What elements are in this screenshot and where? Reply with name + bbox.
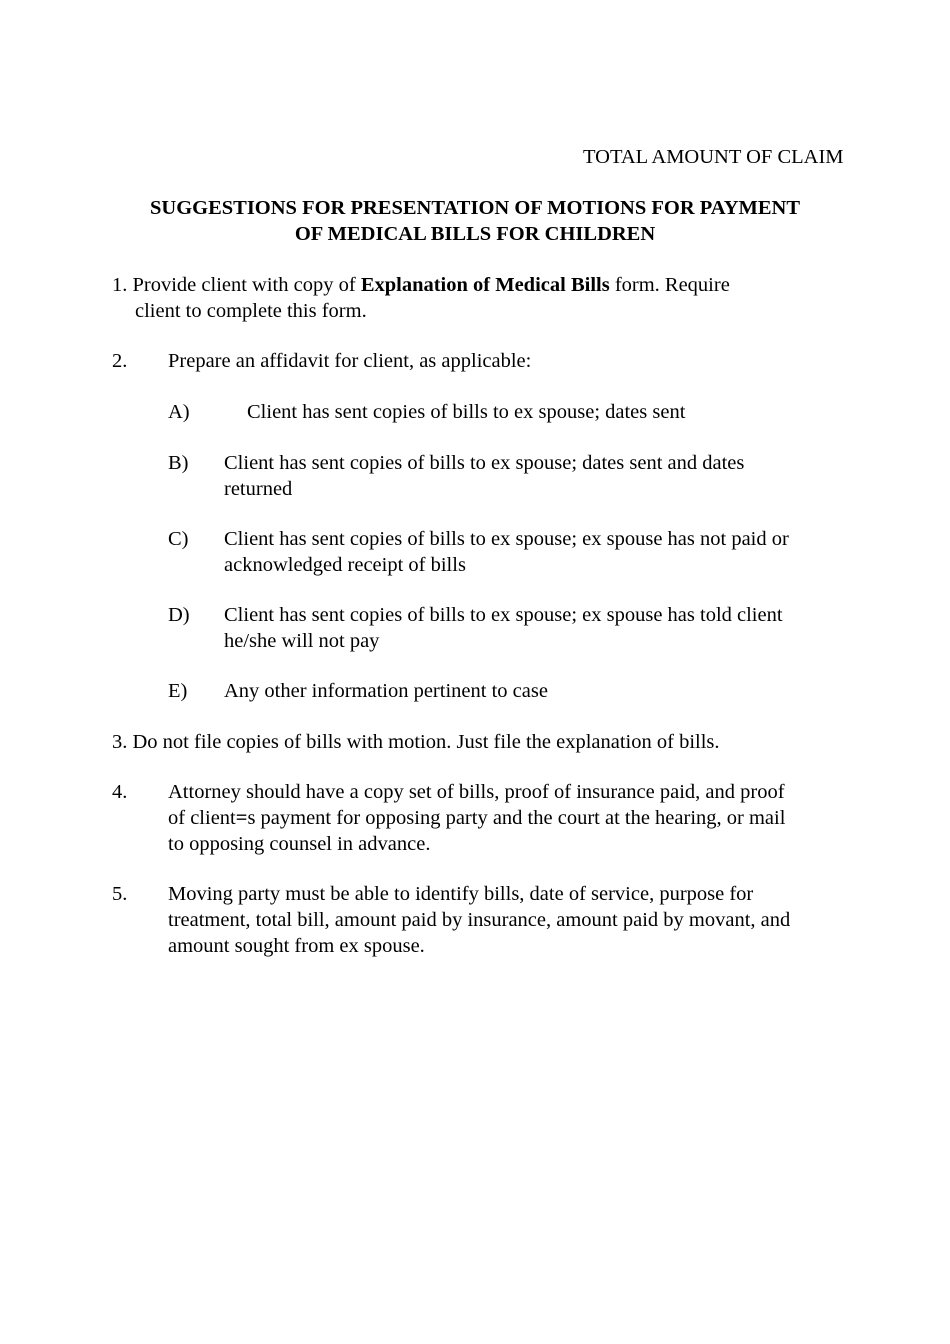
item-5-line-2: treatment, total bill, amount paid by insurance, amount paid by movant, and [168, 909, 791, 931]
item-4-line-2-end: s payment for opposing party and the court at the hearing, or mail [247, 807, 786, 829]
item-4-number: 4. [112, 781, 128, 803]
total-amount-of-claim-label: TOTAL AMOUNT OF CLAIM [583, 146, 844, 168]
subitem-d-line-1: Client has sent copies of bills to ex spouse; ex spouse has told client [224, 604, 783, 626]
subitem-e-label: E) [168, 680, 188, 702]
item-4-line-2-start: of client [168, 807, 236, 829]
document-title [0, 195, 950, 247]
subitem-d-line-2: he/she will not pay [224, 630, 380, 652]
subitem-c-line-2: acknowledged receipt of bills [224, 554, 466, 576]
subitem-b-line-1: Client has sent copies of bills to ex spouse; dates sent and dates [224, 452, 745, 474]
subitem-e-text: Any other information pertinent to case [224, 680, 548, 702]
item-3-text: 3. Do not file copies of bills with motion. Just file the explanation of bills. [112, 731, 720, 753]
item-1-suffix: form. Require [609, 274, 730, 296]
subitem-c-line-1: Client has sent copies of bills to ex spouse; ex spouse has not paid or [224, 528, 789, 550]
item-5-line-3: amount sought from ex spouse. [168, 935, 425, 957]
item-2-number: 2. [112, 350, 128, 372]
item-4-line-1: Attorney should have a copy set of bills, proof of insurance paid, and proof [168, 781, 785, 803]
subitem-b-line-2: returned [224, 478, 293, 500]
item-5-line-1: Moving party must be able to identify bills, date of service, purpose for [168, 883, 754, 905]
subitem-d-label: D) [168, 604, 190, 626]
title-line-1: SUGGESTIONS FOR PRESENTATION OF MOTIONS FOR PAYMENT [149, 197, 800, 219]
item-1-form-name: Explanation of Medical Bills [360, 274, 610, 296]
title-line-2: OF MEDICAL BILLS FOR CHILDREN [294, 223, 656, 245]
item-4-apostrophe-glyph: = [235, 807, 248, 829]
item-2-text: Prepare an affidavit for client, as applicable: [168, 350, 532, 372]
subitem-a-label: A) [168, 401, 190, 423]
subitem-c-label: C) [168, 528, 189, 550]
item-1-prefix: 1. Provide client with copy of [112, 274, 361, 296]
subitem-b-label: B) [168, 452, 189, 474]
item-4-line-3: to opposing counsel in advance. [168, 833, 431, 855]
item-1-line-2: client to complete this form. [135, 300, 367, 322]
item-1-line-1 [112, 272, 730, 298]
subitem-a-text: Client has sent copies of bills to ex spouse; dates sent [247, 401, 686, 423]
item-4-line-2 [168, 805, 785, 831]
item-5-number: 5. [112, 883, 128, 905]
